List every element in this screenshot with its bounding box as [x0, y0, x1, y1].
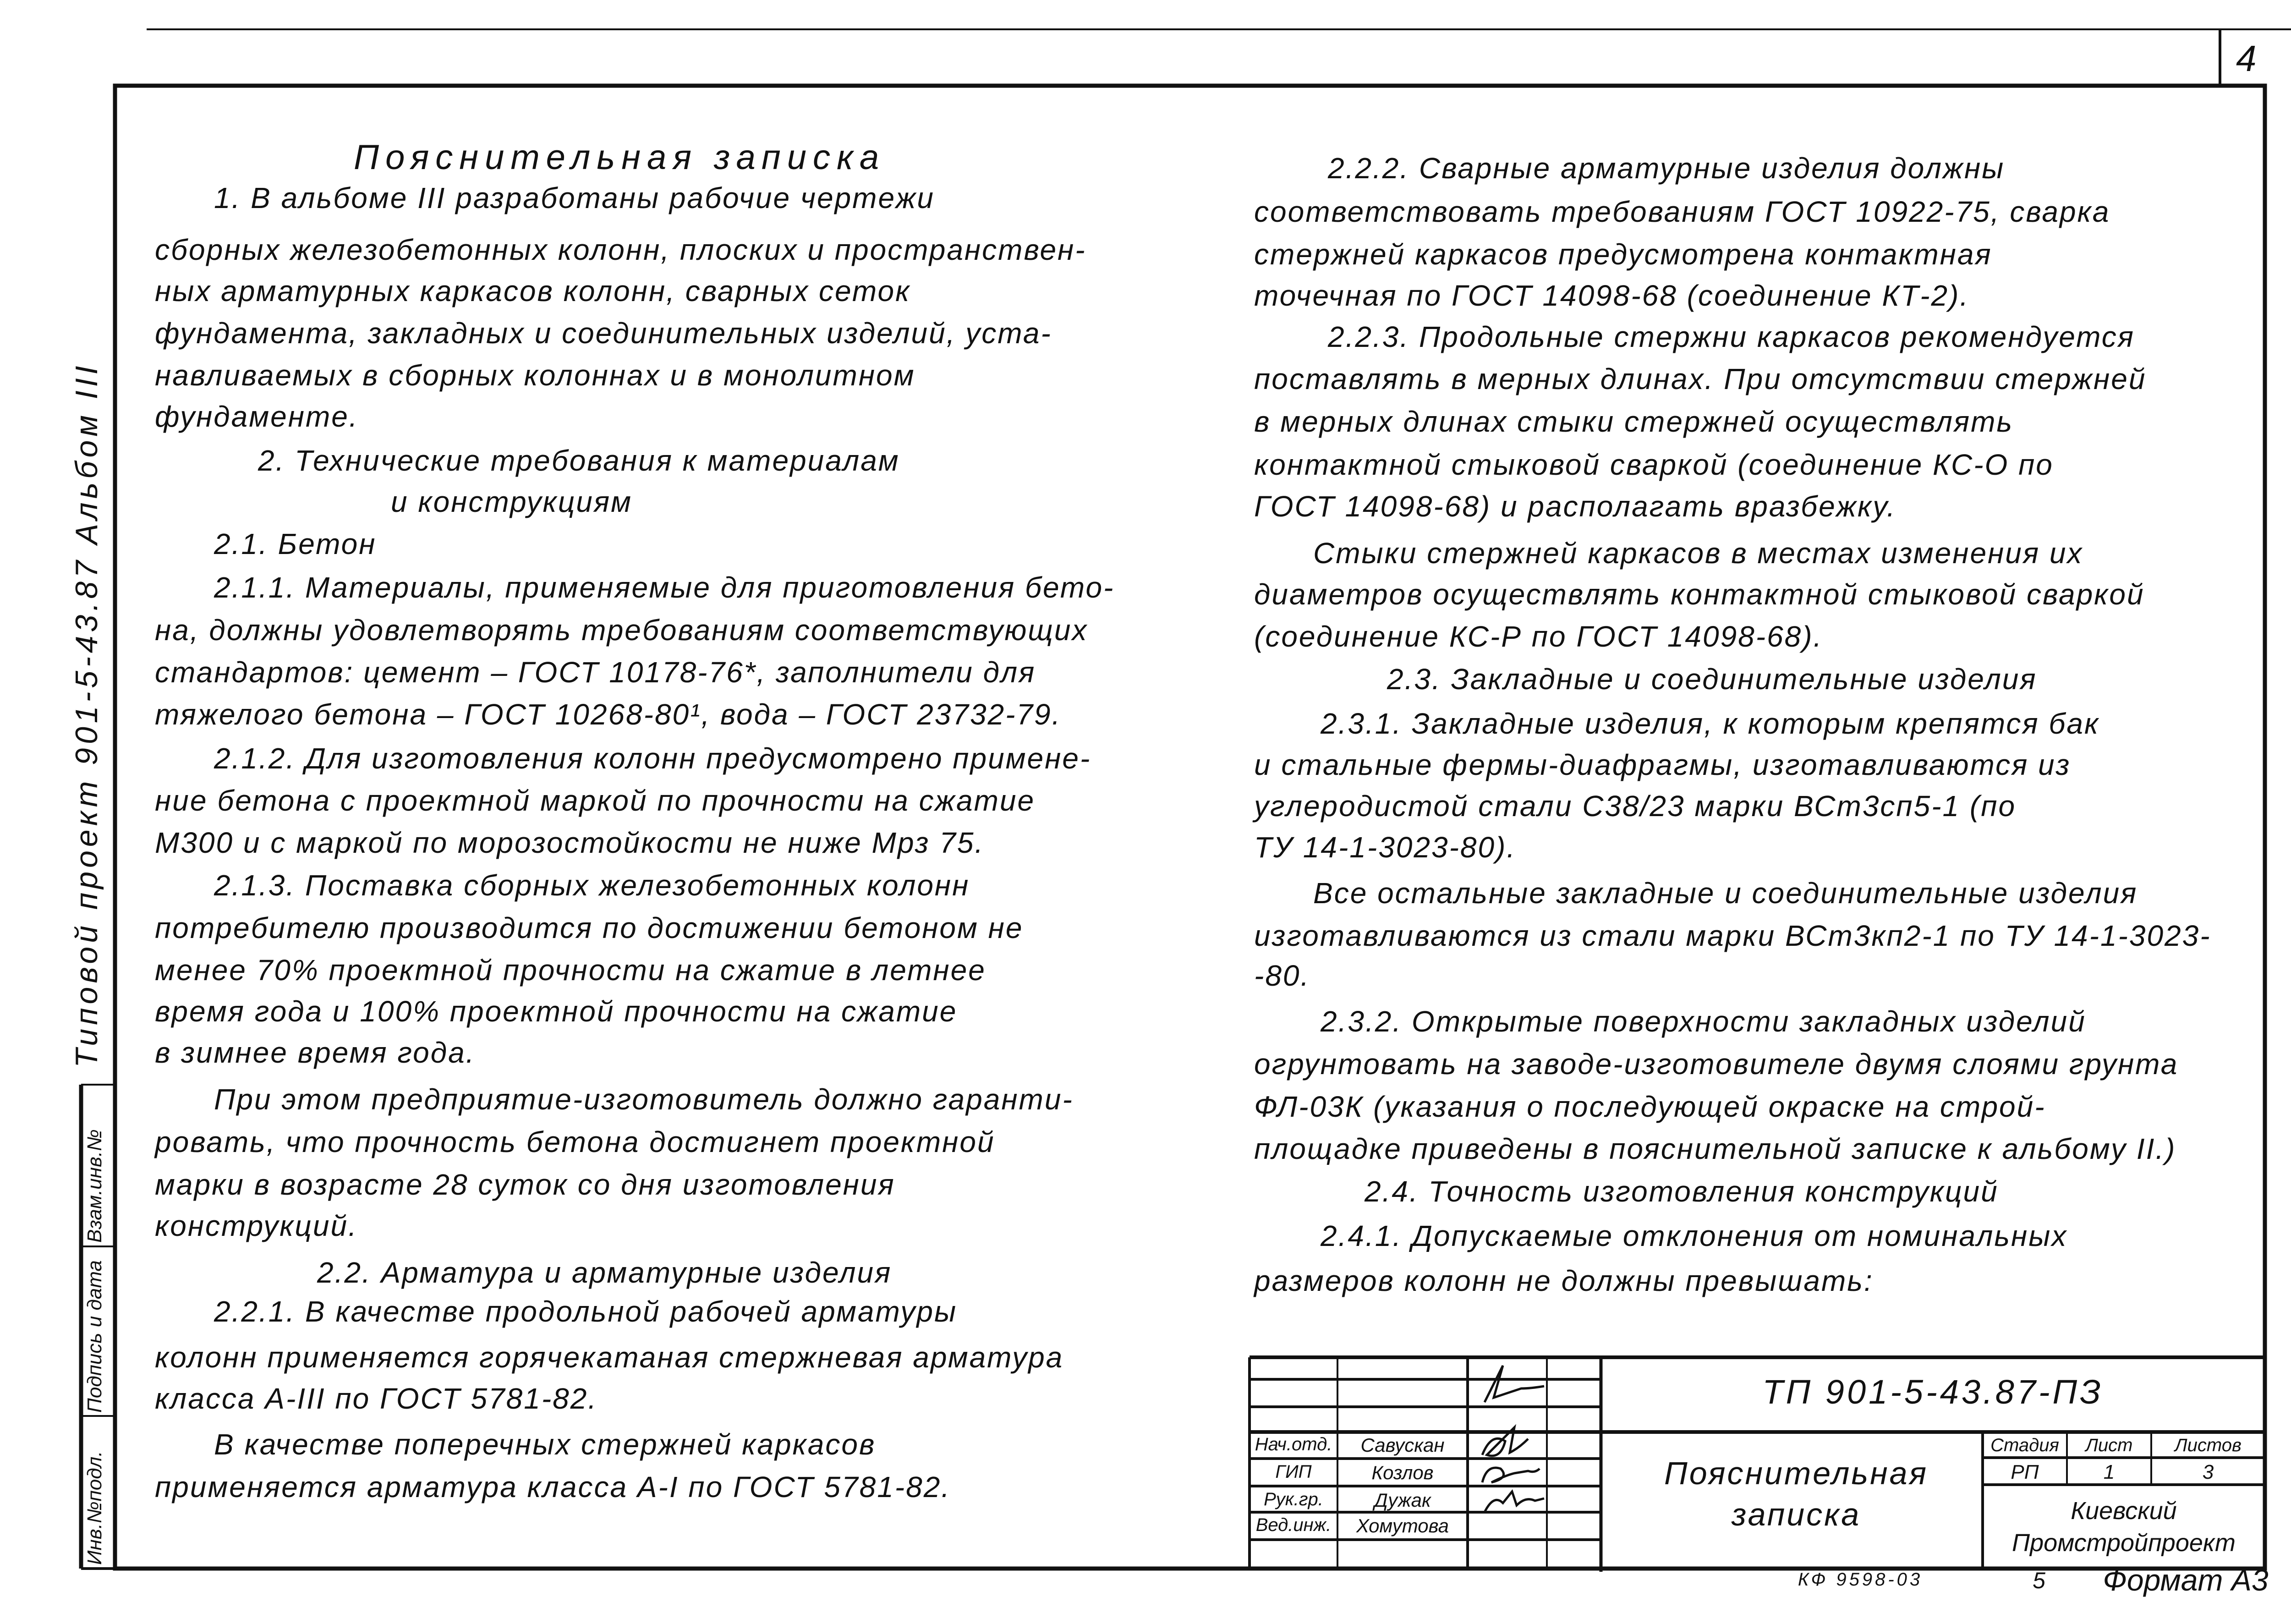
text-line: 2.4. Точность изготовления конструкций [1365, 1175, 1999, 1208]
text-line: 2. Технические требования к материалам [258, 444, 900, 477]
text-line: 2.1.3. Поставка сборных железобетонных колонн [214, 869, 970, 902]
text-line: контактной стыковой сваркой (соединение КС-О по [1254, 448, 2054, 481]
sheet-number: 4 [2236, 38, 2258, 79]
text-line: применяется арматура класса А-I по ГОСТ 5781-82. [155, 1470, 951, 1503]
text-line: менее 70% проектной прочности на сжатие в летнее [155, 954, 986, 987]
text-line: 2.2. Арматура и арматурные изделия [317, 1256, 892, 1289]
text-line: конструкций. [155, 1209, 358, 1242]
text-line: стандартов: цемент – ГОСТ 10178-76*, заполнители для [155, 656, 1036, 689]
copy-number: 5 [2033, 1568, 2045, 1593]
tb-role: ГИП [1275, 1462, 1312, 1482]
text-line: (соединение КС-Р по ГОСТ 14098-68). [1254, 620, 1823, 653]
text-line: и конструкциям [391, 485, 632, 518]
tb-role: Нач.отд. [1255, 1434, 1332, 1454]
text-line: изготавливаются из стали марки ВСт3кп2-1 по ТУ 14-1-3023- [1254, 919, 2211, 952]
text-line: 2.1. Бетон [214, 527, 377, 560]
text-line: колонн применяется горячекатаная стержневая арматура [155, 1341, 1064, 1374]
text-line: 2.4.1. Допускаемые отклонения от номинальных [1321, 1219, 2068, 1252]
stamp-cell-replacement: Взам.инв.№ [83, 1129, 106, 1243]
text-line: М300 и с маркой по морозостойкости не ниже Мрз 75. [155, 826, 985, 859]
text-line: ровать, что прочность бетона достигнет проектной [155, 1125, 995, 1158]
text-line: В качестве поперечных стержней каркасов [214, 1428, 876, 1461]
text-line: в зимнее время года. [155, 1036, 476, 1069]
text-line: 2.3.1. Закладные изделия, к которым крепятся бак [1321, 707, 2100, 740]
sheet-format: Формат А3 [2103, 1563, 2269, 1597]
tb-header-stage: Стадия [1990, 1435, 2059, 1455]
tb-header-sheet: Лист [2085, 1435, 2133, 1455]
tb-person-name: Хомутова [1356, 1515, 1449, 1536]
text-line: 1. В альбоме III разработаны рабочие чертежи [214, 181, 935, 214]
text-line: огрунтовать на заводе-изготовителе двумя слоями грунта [1254, 1048, 2179, 1081]
text-line: фундаменте. [155, 400, 359, 433]
text-line: класса А-III по ГОСТ 5781-82. [155, 1382, 598, 1415]
text-line: навливаемых в сборных колоннах и в монолитном [155, 359, 915, 392]
text-line: поставлять в мерных длинах. При отсутствии стержней [1254, 362, 2147, 395]
stamp-cell-signature-date: Подпись и дата [83, 1260, 106, 1413]
tb-organization: Киевский Промстройпроект [2012, 1497, 2236, 1557]
text-line: ТУ 14-1-3023-80). [1254, 831, 1517, 864]
text-line: ных арматурных каркасов колонн, сварных сеток [155, 274, 911, 307]
text-line: диаметров осуществлять контактной стыковой сваркой [1254, 578, 2145, 611]
text-line: тяжелого бетона – ГОСТ 10268-80¹, вода – ГОСТ 23732-79. [155, 698, 1062, 731]
tb-role: Рук.гр. [1264, 1489, 1323, 1509]
tb-header-sheets: Листов [2175, 1435, 2242, 1455]
text-line: При этом предприятие-изготовитель должно гаранти- [214, 1083, 1074, 1116]
text-line: ние бетона с проектной маркой по прочности на сжатие [155, 784, 1036, 817]
text-line: -80. [1254, 959, 1310, 992]
margin-vertical-title: Типовой проект 901-5-43.87 Альбом III [69, 362, 104, 1068]
text-line: соответствовать требованиям ГОСТ 10922-75, сварка [1254, 195, 2110, 228]
text-line: углеродистой стали С38/23 марки ВСт3сп5-1 (по [1254, 790, 2017, 823]
tb-sheet-value: 1 [2103, 1461, 2115, 1483]
text-line: на, должны удовлетворять требованиям соответствующих [155, 614, 1088, 647]
text-line: 2.3.2. Открытые поверхности закладных изделий [1321, 1005, 2086, 1038]
text-line: фундамента, закладных и соединительных изделий, уста- [155, 317, 1052, 350]
note-title: Пояснительная записка [354, 138, 886, 177]
stamp-cell-inventory: Инв.№подл. [83, 1451, 106, 1565]
text-line: 2.1.2. Для изготовления колонн предусмотрено примене- [214, 742, 1091, 775]
tb-document-title: Пояснительная записка [1664, 1455, 1928, 1532]
text-line: 2.2.1. В качестве продольной рабочей арматуры [214, 1295, 958, 1328]
text-line: потребителю производится по достижении бетоном не [155, 911, 1024, 944]
text-line: в мерных длинах стыки стержней осуществлять [1254, 405, 2014, 438]
text-line: и стальные фермы-диафрагмы, изготавливаются из [1254, 748, 2071, 781]
text-line: Стыки стержней каркасов в местах изменения их [1313, 537, 2083, 570]
text-line: 2.2.3. Продольные стержни каркасов рекомендуется [1328, 320, 2135, 353]
tb-person-name: Козлов [1371, 1462, 1434, 1483]
text-line: точечная по ГОСТ 14098-68 (соединение КТ-2). [1254, 279, 1970, 312]
text-line: стержней каркасов предусмотрена контактная [1254, 238, 1992, 271]
text-line: размеров колонн не должны превышать: [1254, 1264, 1874, 1297]
tb-sheets-value: 3 [2202, 1461, 2214, 1483]
text-line: 2.2.2. Сварные арматурные изделия должны [1328, 152, 2005, 185]
text-line: Все остальные закладные и соединительные изделия [1313, 877, 2138, 910]
tb-person-name: Дужак [1374, 1489, 1431, 1511]
copy-code: КФ 9598-03 [1798, 1569, 1923, 1590]
signatures [1482, 1366, 1544, 1512]
tb-stage-value: РП [2011, 1461, 2039, 1483]
text-line: ГОСТ 14098-68) и располагать вразбежку. [1254, 490, 1896, 523]
text-line: ФЛ-03К (указания о последующей окраске на строй- [1254, 1090, 2046, 1123]
text-line: 2.3. Закладные и соединительные изделия [1387, 663, 2037, 696]
tb-person-name: Савускан [1360, 1434, 1445, 1456]
text-line: марки в возрасте 28 суток со дня изготовления [155, 1168, 895, 1201]
tb-designation: ТП 901-5-43.87-ПЗ [1762, 1373, 2104, 1411]
text-line: время года и 100% проектной прочности на сжатие [155, 995, 958, 1028]
text-line: площадке приведены в пояснительной записке к альбому II.) [1254, 1132, 2176, 1165]
text-line: 2.1.1. Материалы, применяемые для приготовления бето- [214, 571, 1115, 604]
text-line: сборных железобетонных колонн, плоских и пространствен- [155, 233, 1086, 266]
tb-role: Вед.инж. [1255, 1515, 1332, 1535]
